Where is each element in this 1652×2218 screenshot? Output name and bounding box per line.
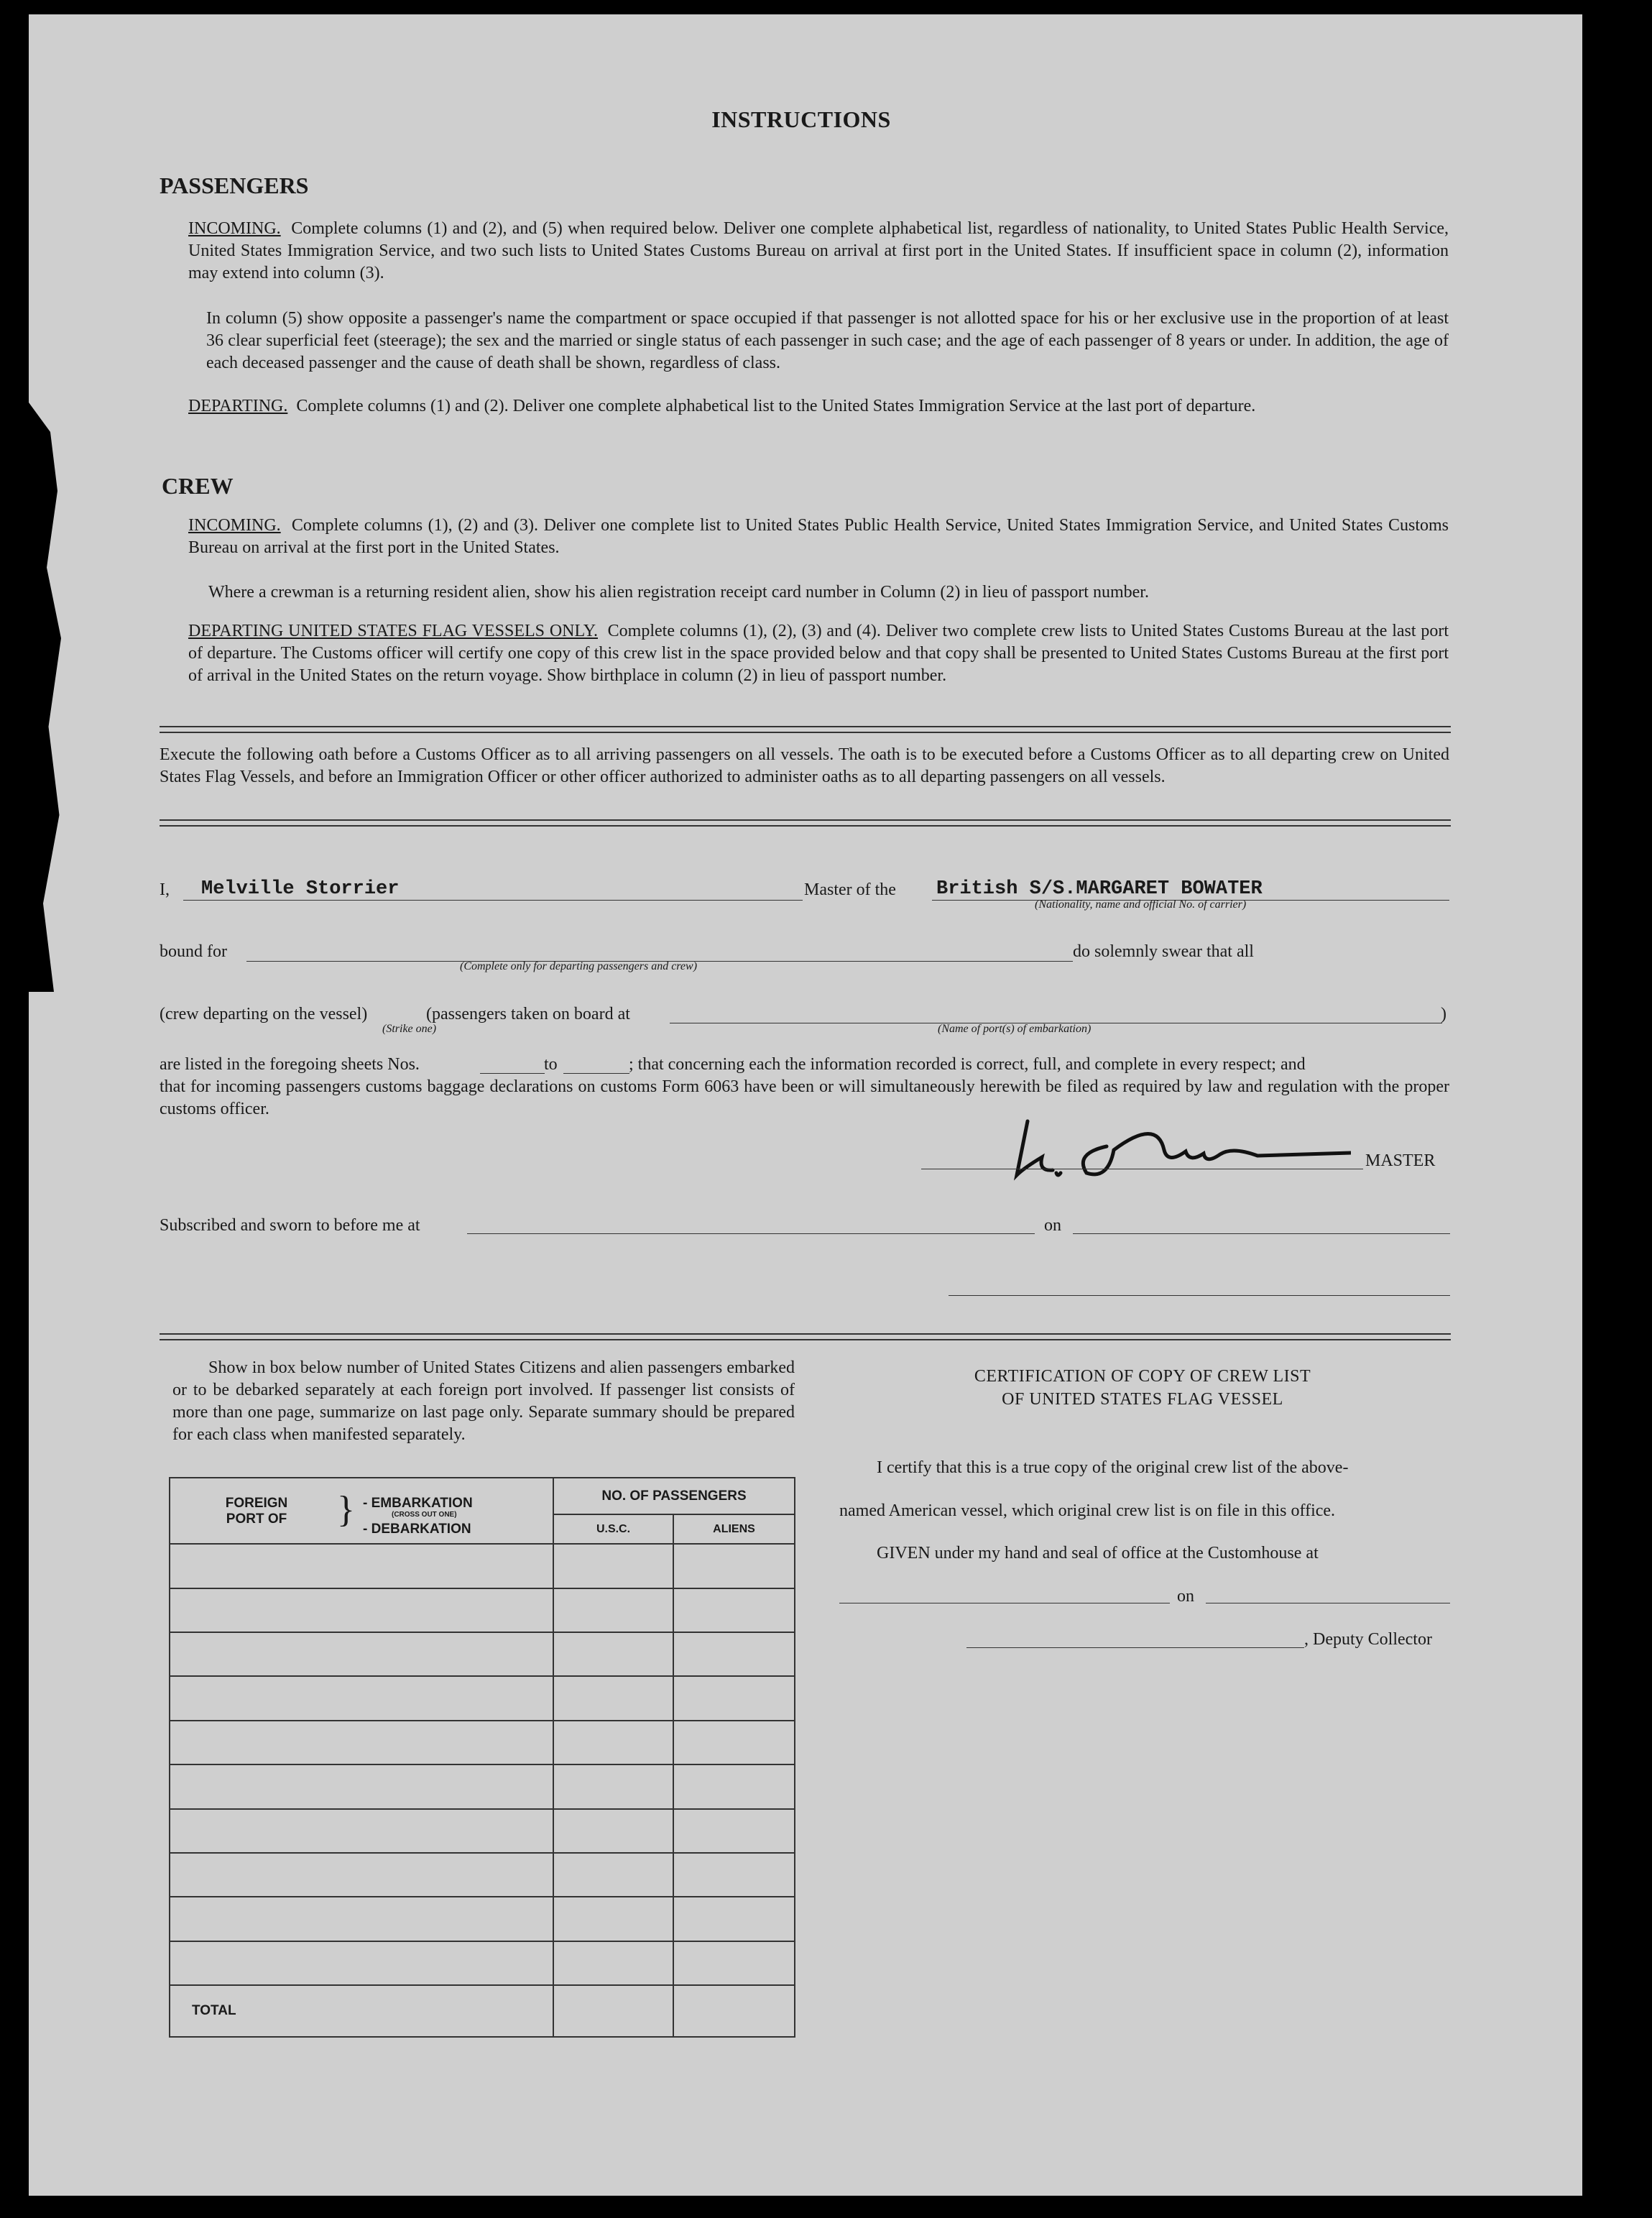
sheet-from-line: [480, 1073, 545, 1074]
summary-instructions: Show in box below number of United States Citizens and alien passengers embarked or to be debarked separately at each foreign port involved. If passenger list consists of more than one page, summarize on last page only. Separate summary should be prepared for each class when manifested separately.: [172, 1358, 795, 1444]
foreign-port-label: FOREIGN PORT OF: [225, 1496, 288, 1527]
subscribed-label: Subscribed and sworn to before me at: [160, 1216, 420, 1235]
passengers-departing-paragraph: [188, 395, 1449, 418]
page-title: INSTRUCTIONS: [711, 106, 891, 132]
table-row: [170, 1941, 795, 1985]
listed-text-a: are listed in the foregoing sheets Nos.: [160, 1055, 420, 1074]
aliens-header: ALIENS: [673, 1514, 795, 1544]
strike-caption: (Strike one): [382, 1023, 437, 1035]
total-label: TOTAL: [170, 1985, 553, 2037]
total-row: [170, 1985, 795, 2037]
vessel-caption: (Nationality, name and official No. of carrier): [1035, 898, 1247, 911]
table-row: [170, 1809, 795, 1853]
deputy-signature-line: [966, 1647, 1304, 1648]
oath-i-label: I,: [160, 880, 170, 899]
officer-signature-line: [949, 1295, 1450, 1296]
usc-header: U.S.C.: [553, 1514, 673, 1544]
passengers-column5-paragraph: In column (5) show opposite a passenger's name the compartment or space occupied if that passenger is not allotted space for his or her exclusive use in the proportion of at least 36 clear superficial feet (steerage); the sex and the married or single status of each passenger in such case; and the age of each passenger of 8 years or under. In addition, the age of each deceased passenger and the cause of death shall be shown, regardless of class.: [206, 309, 1449, 372]
cross-out-note: (CROSS OUT ONE): [392, 1511, 457, 1519]
close-paren: ): [1441, 1005, 1446, 1023]
master-signature: [920, 1107, 1351, 1193]
subscribed-on-label: on: [1044, 1216, 1061, 1235]
crew-incoming-label: INCOMING.: [188, 516, 281, 535]
table-row: [170, 1676, 795, 1720]
certification-text-line2: named American vessel, which original crew list is on file in this office.: [839, 1501, 1336, 1520]
double-rule: [160, 819, 1451, 827]
crew-departing-label: DEPARTING UNITED STATES FLAG VESSELS ONLY.: [188, 622, 598, 640]
crew-departing-text: Complete columns (1), (2), (3) and (4). Deliver two complete crew lists to United States Customs Bureau at the last port of departure. The Customs officer will certify one copy of this crew list in the space provided below and that copy shall be presented to United States Customs Bureau at the first port of arrival in the United States on the return voyage. Show birthplace in column (2) in lieu of passport number.: [188, 622, 1449, 685]
passengers-incoming-label: INCOMING.: [188, 219, 281, 238]
master-label: MASTER: [1365, 1151, 1436, 1170]
certification-text-line1: I certify that this is a true copy of the original crew list of the above-: [877, 1458, 1349, 1477]
deputy-collector-label: , Deputy Collector: [1304, 1630, 1432, 1649]
crew-incoming-paragraph: [188, 515, 1449, 559]
brace-glyph: }: [337, 1489, 355, 1530]
double-rule: [160, 726, 1451, 733]
debarkation-option: - DEBARKATION: [363, 1522, 471, 1537]
double-rule: [160, 1333, 1451, 1340]
passengers-incoming-paragraph: [188, 218, 1449, 285]
crew-departing-paragraph: [188, 620, 1449, 687]
master-name-line: [183, 900, 803, 901]
listed-text-c: that for incoming passengers customs baggage declarations on customs Form 6063 have been or will simultaneously herewith be filed as required by law and regulation with the proper customs officer.: [160, 1077, 1449, 1118]
passengers-heading: PASSENGERS: [160, 172, 309, 198]
subscribed-place-line: [467, 1233, 1035, 1234]
master-of-label: Master of the: [804, 880, 896, 899]
crew-departing-option: (crew departing on the vessel): [160, 1005, 368, 1023]
crew-incoming-text: Complete columns (1), (2) and (3). Deliver one complete list to United States Public Health Service, United States Immigration Service, and United States Customs Bureau on arrival at the first port in the United States.: [188, 516, 1449, 557]
oath-instructions: Execute the following oath before a Customs Officer as to all arriving passengers on all vessels. The oath is to be executed before a Customs Officer as to all departing crew on United States Flag Vessels, and before an Immigration Officer or other officer authorized to administer oaths as to all departing passengers on all vessels.: [160, 745, 1449, 786]
port-caption: (Name of port(s) of embarkation): [938, 1023, 1092, 1035]
table-row: [170, 1721, 795, 1764]
table-row: [170, 1764, 795, 1808]
table-row: [170, 1544, 795, 1588]
passengers-departing-label: DEPARTING.: [188, 397, 288, 415]
passengers-taken-option: (passengers taken on board at: [426, 1005, 630, 1023]
swear-label: do solemnly swear that all: [1073, 942, 1254, 961]
passenger-summary-table: [169, 1477, 795, 2038]
crew-resident-paragraph: Where a crewman is a returning resident alien, show his alien registration receipt card number in Column (2) in lieu of passport number.: [208, 583, 1149, 602]
crew-heading: CREW: [162, 473, 234, 499]
foreign-port-header: [170, 1478, 553, 1544]
subscribed-date-line: [1073, 1233, 1450, 1234]
master-name-value: Melville Storrier: [201, 878, 400, 900]
sheet-to-line: [563, 1073, 629, 1074]
certification-on-label: on: [1177, 1587, 1194, 1606]
certification-given-text: GIVEN under my hand and seal of office at the Customhouse at: [877, 1544, 1319, 1563]
table-row: [170, 1632, 795, 1676]
passengers-departing-text: Complete columns (1) and (2). Deliver one complete alphabetical list to the United States Immigration Service at the last port of departure.: [296, 397, 1256, 415]
certification-title-line2: OF UNITED STATES FLAG VESSEL: [1002, 1390, 1283, 1409]
vessel-value: British S/S.MARGARET BOWATER: [936, 878, 1263, 900]
to-label: to: [544, 1055, 558, 1074]
bound-for-caption: (Complete only for departing passengers and crew): [460, 960, 698, 972]
bound-for-label: bound for: [160, 942, 227, 961]
passengers-incoming-text: Complete columns (1) and (2), and (5) when required below. Deliver one complete alphabetical list, regardless of nationality, to United States Public Health Service, United States Immigration Service, and two such lists to United States Customs Bureau on arrival at first port in the United States. If insufficient space in column (2), information may extend into column (3).: [188, 219, 1449, 282]
listed-text-b: ; that concerning each the information recorded is correct, full, and complete in every respect; and: [629, 1055, 1306, 1074]
table-row: [170, 1897, 795, 1941]
table-row: [170, 1853, 795, 1897]
no-of-passengers-header: NO. OF PASSENGERS: [553, 1478, 795, 1514]
embarkation-option: - EMBARKATION: [363, 1496, 473, 1511]
table-row: [170, 1588, 795, 1632]
certification-title-line1: CERTIFICATION OF COPY OF CREW LIST: [974, 1367, 1311, 1386]
